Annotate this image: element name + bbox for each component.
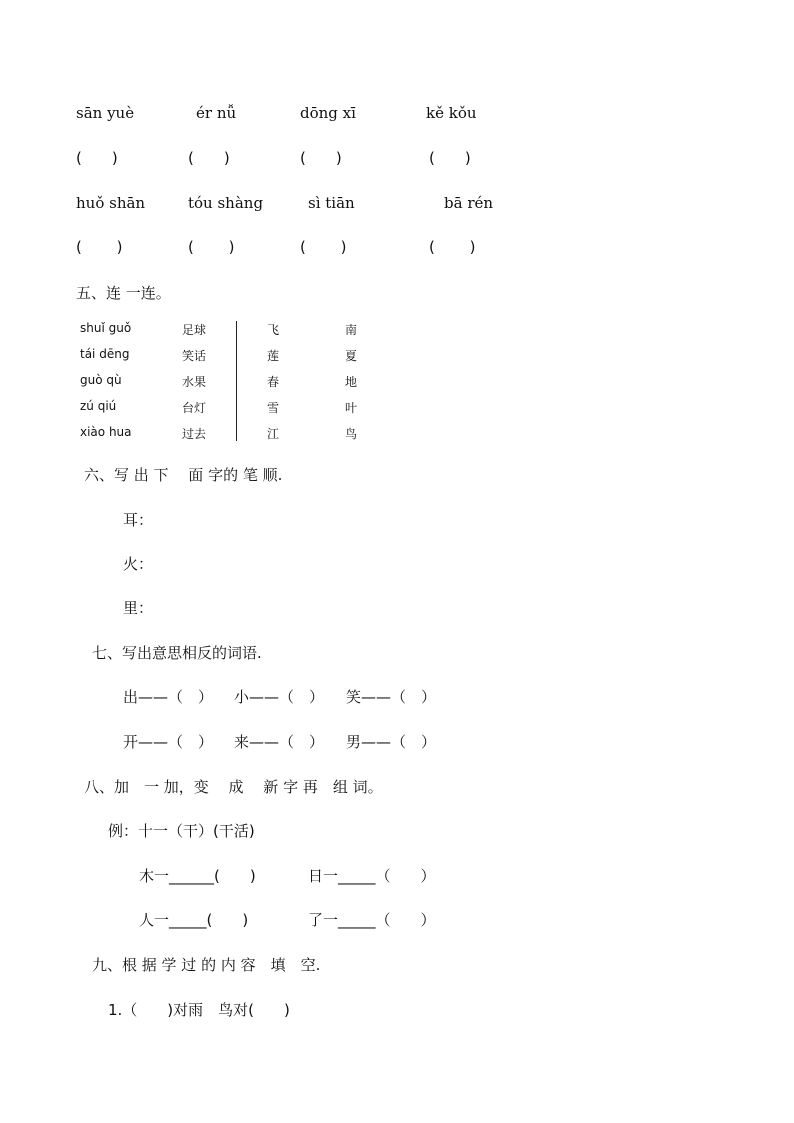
pinyin-item: bā rén: [444, 194, 494, 212]
match-word: 过去: [182, 427, 207, 441]
pinyin-item: huǒ shān: [76, 194, 146, 212]
new-char-item[interactable]: 人一_____( ): [139, 911, 249, 929]
antonym-item[interactable]: 出——（ ）: [123, 688, 214, 706]
antonym-item[interactable]: 开——（ ）: [123, 733, 214, 751]
antonym-item[interactable]: 男——（ ）: [346, 733, 437, 751]
match-char-a: 雪: [267, 401, 280, 415]
match-word: 足球: [182, 323, 207, 337]
pinyin-item: ér nǚ: [196, 104, 237, 122]
stroke-order-char: 耳：: [123, 511, 154, 529]
match-word: 台灯: [182, 401, 207, 415]
match-char-b: 叶: [345, 401, 358, 415]
match-char-a: 飞: [267, 323, 280, 337]
match-char-a: 春: [267, 375, 280, 389]
pinyin-item: sān yuè: [76, 104, 135, 122]
match-word: 水果: [182, 375, 207, 389]
match-char-b: 鸟: [345, 427, 358, 441]
match-char-a: 江: [267, 427, 280, 441]
answer-blank[interactable]: ( ): [429, 149, 471, 167]
fill-blank-line[interactable]: 1.（ )对雨 鸟对( ): [108, 1001, 290, 1019]
answer-blank[interactable]: ( ): [188, 238, 235, 256]
section6-heading: 六、写 出 下 面 字的 笔 顺.: [84, 466, 283, 484]
section8-example: 例：十一（干）(干活): [108, 822, 255, 840]
section5-heading: 五、连 一连。: [76, 284, 171, 302]
answer-blank[interactable]: ( ): [300, 238, 347, 256]
match-pinyin: xiào hua: [80, 425, 132, 439]
pinyin-item: dōng xī: [300, 104, 356, 122]
match-pinyin: zú qiú: [80, 399, 117, 413]
match-char-b: 夏: [345, 349, 358, 363]
match-pinyin: tái dēng: [80, 347, 130, 361]
new-char-item[interactable]: 了一_____（ ）: [308, 911, 436, 929]
section8-heading: 八、加 一 加，变 成 新 字 再 组 词。: [84, 778, 383, 796]
pinyin-item: tóu shàng: [188, 194, 264, 212]
match-char-a: 莲: [267, 349, 280, 363]
stroke-order-char: 火：: [123, 555, 154, 573]
match-word: 笑话: [182, 349, 207, 363]
match-char-b: 南: [345, 323, 358, 337]
stroke-order-char: 里：: [123, 599, 154, 617]
answer-blank[interactable]: ( ): [76, 238, 123, 256]
answer-blank[interactable]: ( ): [429, 238, 476, 256]
answer-blank[interactable]: ( ): [76, 149, 118, 167]
match-pinyin: shuǐ guǒ: [80, 321, 132, 335]
divider-line: [236, 321, 237, 441]
section9-heading: 九、根 据 学 过 的 内 容 填 空.: [92, 956, 321, 974]
pinyin-item: sì tiān: [308, 194, 355, 212]
antonym-item[interactable]: 小——（ ）: [234, 688, 325, 706]
match-char-b: 地: [345, 375, 358, 389]
match-pinyin: guò qù: [80, 373, 122, 387]
answer-blank[interactable]: ( ): [300, 149, 342, 167]
new-char-item[interactable]: 日一_____（ ）: [308, 867, 436, 885]
antonym-item[interactable]: 笑——（ ）: [346, 688, 437, 706]
answer-blank[interactable]: ( ): [188, 149, 230, 167]
antonym-item[interactable]: 来——（ ）: [234, 733, 325, 751]
new-char-item[interactable]: 木一______( ): [139, 867, 256, 885]
pinyin-item: kě kǒu: [426, 104, 477, 122]
section7-heading: 七、写出意思相反的词语.: [92, 644, 262, 662]
